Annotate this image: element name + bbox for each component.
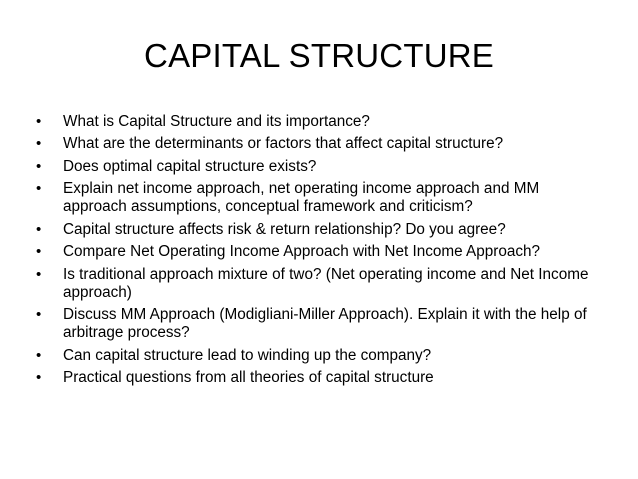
- list-item-text: Does optimal capital structure exists?: [63, 157, 317, 175]
- list-item: [36, 221, 606, 239]
- bullet-icon: •: [36, 265, 42, 283]
- bullet-icon: •: [36, 346, 42, 364]
- bullet-icon: •: [36, 220, 42, 238]
- bullet-icon: •: [36, 369, 42, 387]
- list-item: [36, 369, 606, 387]
- list-item: [36, 180, 606, 216]
- list-item: [36, 113, 606, 131]
- list-item-text: Capital structure affects risk & return relationship? Do you agree?: [63, 220, 506, 238]
- bullet-icon: •: [36, 157, 42, 175]
- list-item-text: What are the determinants or factors that affect capital structure?: [63, 135, 504, 153]
- list-item: [36, 158, 606, 176]
- bullet-icon: •: [36, 306, 42, 324]
- list-item-text: What is Capital Structure and its importance?: [63, 113, 370, 130]
- list-item-text: Explain net income approach, net operating income approach and MM approach assumptions, conceptual framework and criticism?: [63, 180, 540, 216]
- list-item: [36, 347, 606, 365]
- bullet-list: [36, 113, 606, 392]
- bullet-icon: •: [36, 180, 42, 198]
- list-item: [36, 243, 606, 261]
- list-item-text: Discuss MM Approach (Modigliani-Miller Approach). Explain it with the help of arbitrage process?: [63, 306, 587, 342]
- list-item-text: Compare Net Operating Income Approach with Net Income Approach?: [63, 243, 541, 261]
- list-item: [36, 135, 606, 153]
- list-item: [36, 266, 606, 302]
- slide-title: CAPITAL STRUCTURE: [144, 37, 494, 74]
- list-item: [36, 306, 606, 342]
- list-item-text: Is traditional approach mixture of two? (Net operating income and Net Income approach): [63, 265, 589, 301]
- list-item-text: Can capital structure lead to winding up the company?: [63, 346, 432, 364]
- list-item-text: Practical questions from all theories of capital structure: [63, 369, 434, 387]
- bullet-icon: •: [36, 135, 42, 153]
- bullet-icon: •: [36, 113, 42, 130]
- bullet-icon: •: [36, 243, 42, 261]
